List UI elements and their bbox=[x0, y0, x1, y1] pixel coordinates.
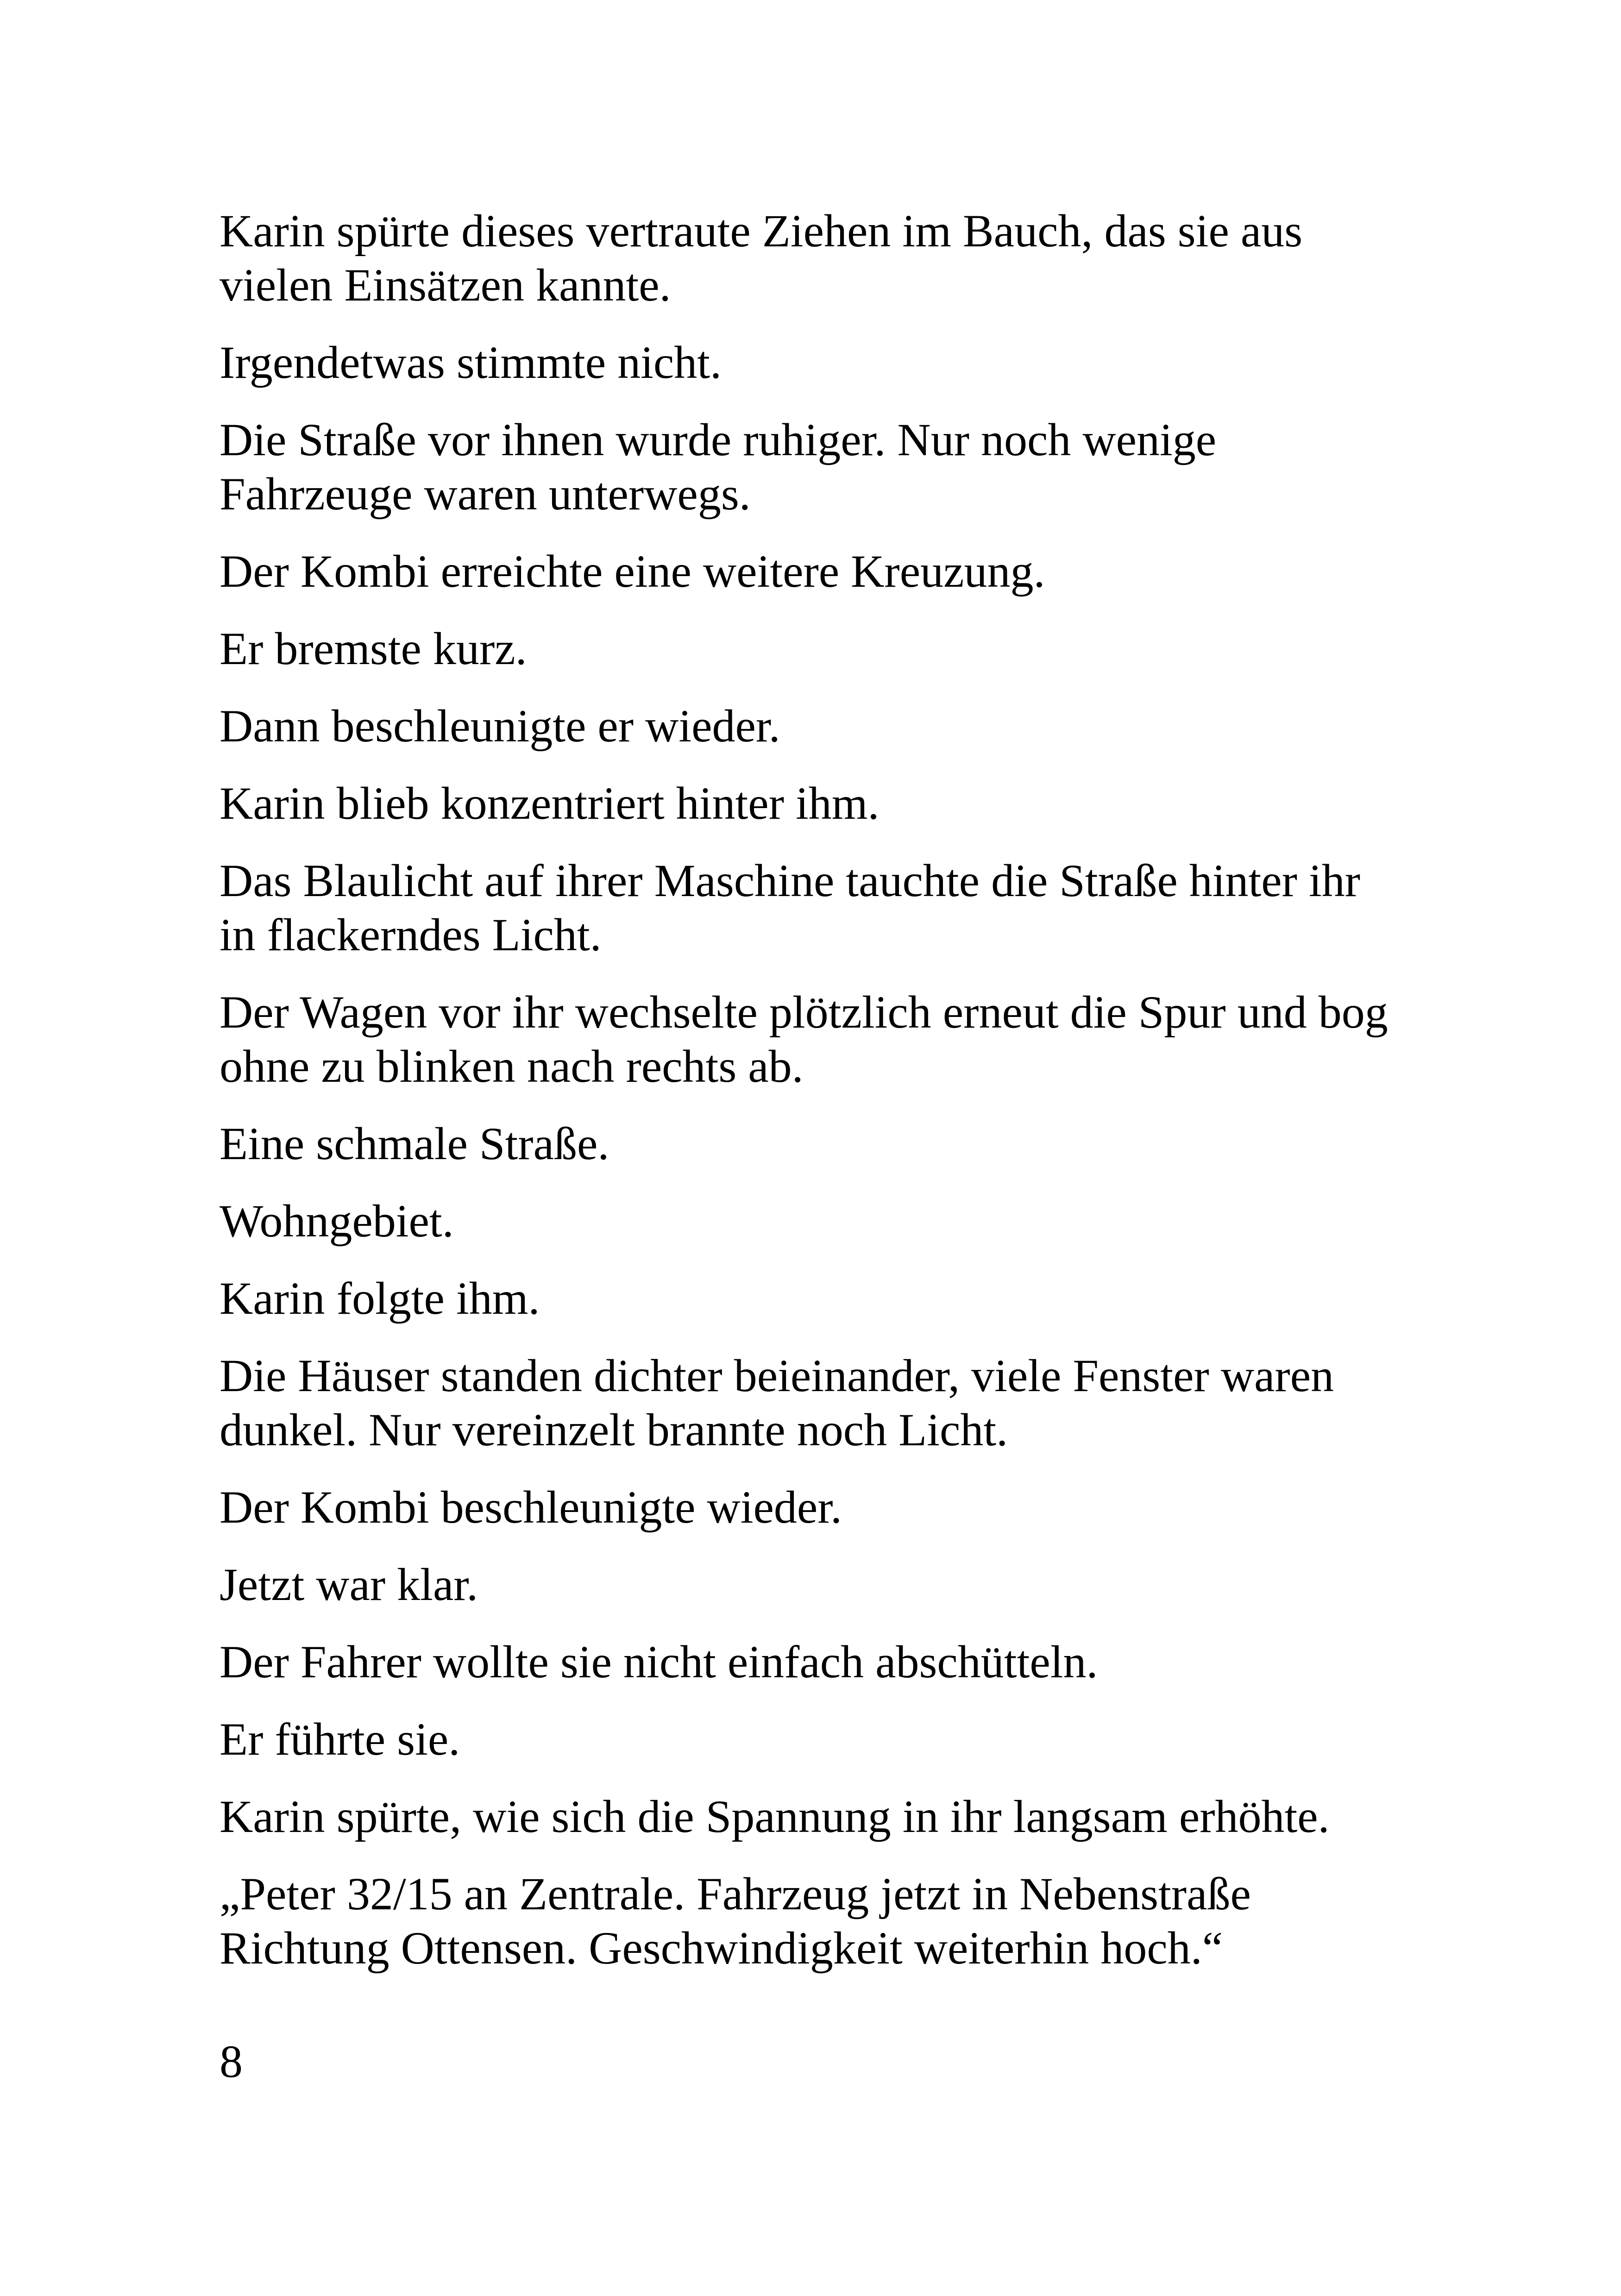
paragraph: Er führte sie. bbox=[220, 1713, 460, 1765]
paragraph: Das Blaulicht auf ihrer Maschine tauchte die Straße hinter ihr in flackerndes Licht. bbox=[220, 855, 1361, 960]
paragraph: Die Straße vor ihnen wurde ruhiger. Nur noch wenige Fahrzeuge waren unterwegs. bbox=[220, 414, 1217, 520]
paragraph: Der Kombi beschleunigte wieder. bbox=[220, 1481, 842, 1533]
paragraph: Dann beschleunigte er wieder. bbox=[220, 700, 780, 752]
paragraph: Karin folgte ihm. bbox=[220, 1273, 540, 1324]
paragraph: Er bremste kurz. bbox=[220, 623, 527, 674]
paragraph: Der Wagen vor ihr wechselte plötzlich erneut die Spur und bog ohne zu blinken nach rechts ab. bbox=[220, 986, 1388, 1092]
paragraph: Karin spürte, wie sich die Spannung in ihr langsam erhöhte. bbox=[220, 1791, 1330, 1842]
paragraph: Karin blieb konzentriert hinter ihm. bbox=[220, 778, 880, 829]
paragraph: Jetzt war klar. bbox=[220, 1559, 478, 1610]
body-text bbox=[220, 204, 1424, 1998]
paragraph: Irgendetwas stimmte nicht. bbox=[220, 337, 722, 388]
paragraph: „Peter 32/15 an Zentrale. Fahrzeug jetzt in Nebenstraße Richtung Ottensen. Geschwindigkeit weiterhin hoch.“ bbox=[220, 1868, 1251, 1974]
page-number: 8 bbox=[220, 2036, 243, 2087]
paragraph: Eine schmale Straße. bbox=[220, 1118, 609, 1169]
paragraph: Die Häuser standen dichter beieinander, viele Fenster waren dunkel. Nur vereinzelt brannte noch Licht. bbox=[220, 1350, 1334, 1455]
paragraph: Der Fahrer wollte sie nicht einfach abschütteln. bbox=[220, 1636, 1098, 1687]
paragraph: Karin spürte dieses vertraute Ziehen im Bauch, das sie aus vielen Einsätzen kannte. bbox=[220, 205, 1303, 311]
paragraph: Wohngebiet. bbox=[220, 1195, 454, 1247]
paragraph: Der Kombi erreichte eine weitere Kreuzung. bbox=[220, 546, 1045, 597]
